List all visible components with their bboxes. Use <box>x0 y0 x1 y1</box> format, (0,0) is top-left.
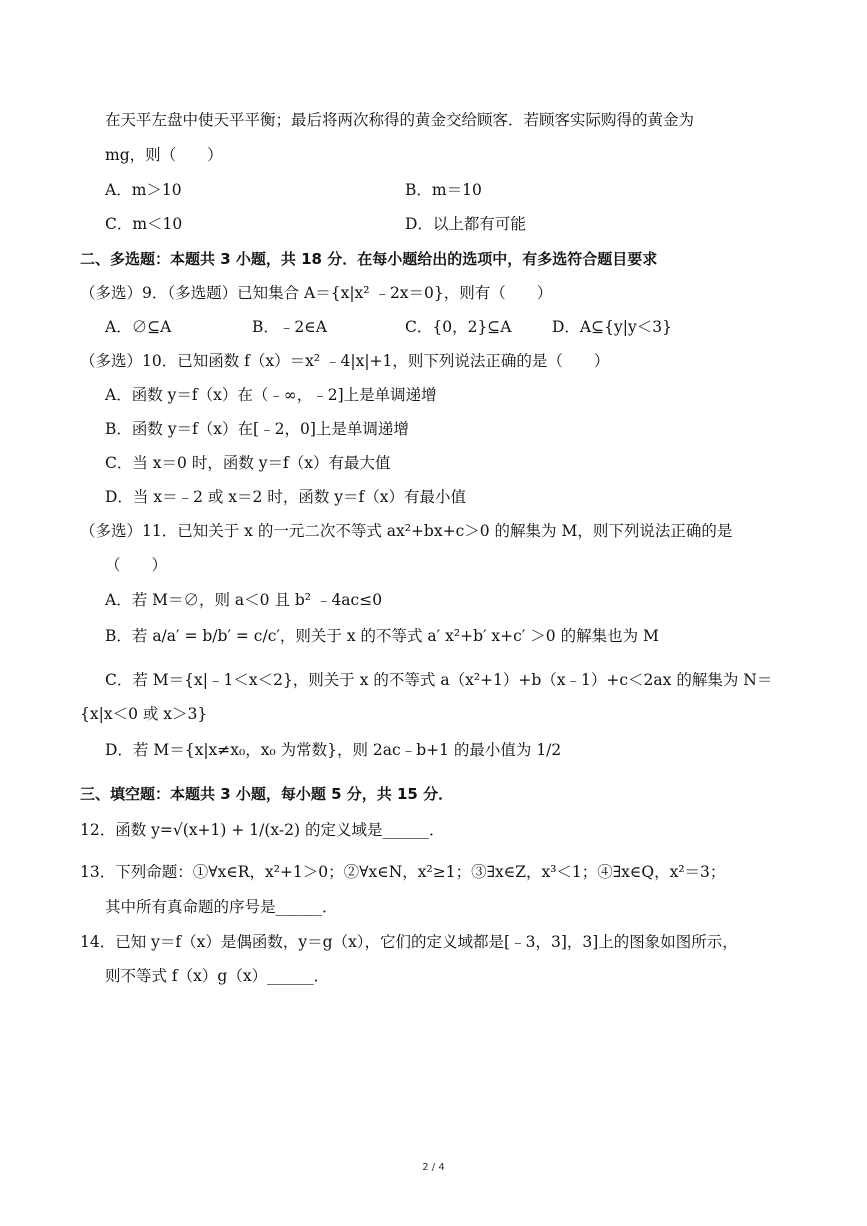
option-b: B．﹣2∈A <box>252 318 327 336</box>
question-11: （多选）11．已知关于 x 的一元二次不等式 ax²+bx+c＞0 的解集为 M，则下列说法正确的是 <box>80 522 733 540</box>
option-c: C．m＜10 <box>105 215 183 233</box>
option-c: C．{0，2}⊆A <box>405 318 512 336</box>
page-number: 2 / 4 <box>422 1162 445 1173</box>
question-14-continued: 则不等式 f（x）g（x）______． <box>105 967 330 985</box>
question-9: （多选）9．（多选题）已知集合 A＝{x|x² ﹣2x＝0}，则有（ ） <box>80 284 553 302</box>
section-heading: 三、填空题：本题共 3 小题，每小题 5 分，共 15 分． <box>80 785 454 803</box>
option-b: B．若 a/a′ = b/b′ = c/c′，则关于 x 的不等式 a′ x²+b′ x+c′ ＞0 的解集也为 M <box>105 627 659 645</box>
question-10: （多选）10．已知函数 f（x）＝x² ﹣4|x|+1，则下列说法正确的是（ ） <box>80 352 610 370</box>
option-c: C．当 x＝0 时，函数 y＝f（x）有最大值 <box>105 454 391 472</box>
section-heading: 二、多选题：本题共 3 小题，共 18 分．在每小题给出的选项中，有多选符合题目要求 <box>80 250 658 268</box>
question-12: 12．函数 y=√(x+1) + 1/(x-2) 的定义域是______． <box>80 821 445 839</box>
answer-paren: （ ） <box>105 556 168 574</box>
option-c-continued: {x|x＜0 或 x＞3} <box>80 705 208 723</box>
option-d: D．若 M＝{x|x≠x₀，x₀ 为常数}，则 2ac﹣b+1 的最小值为 1/2 <box>105 741 562 759</box>
question-13: 13．下列命题：①∀x∈R，x²+1＞0；②∀x∈N，x²≥1；③∃x∈Z，x³＜1；④∃x∈Q，x²＝3； <box>80 863 726 881</box>
option-c: C．若 M＝{x|﹣1＜x＜2}，则关于 x 的不等式 a（x²+1）+b（x﹣1）+c＜2ax 的解集为 N＝ <box>105 671 773 689</box>
option-d: D．以上都有可能 <box>405 215 526 233</box>
text-line: mg，则（ ） <box>105 146 223 164</box>
option-a: A．∅⊆A <box>105 318 172 336</box>
option-d: D．当 x＝﹣2 或 x＝2 时，函数 y＝f（x）有最小值 <box>105 488 467 506</box>
option-a: A．m＞10 <box>105 181 182 199</box>
option-a: A．函数 y＝f（x）在（﹣∞，﹣2]上是单调递增 <box>105 386 437 404</box>
option-a: A．若 M＝∅，则 a＜0 且 b² ﹣4ac≤0 <box>105 591 383 609</box>
option-b: B．m＝10 <box>405 181 482 199</box>
question-14: 14．已知 y＝f（x）是偶函数，y＝g（x），它们的定义域都是[﹣3，3]，3]上的图象如图所示， <box>80 933 738 951</box>
option-b: B．函数 y＝f（x）在[﹣2，0]上是单调递增 <box>105 420 409 438</box>
question-13-continued: 其中所有真命题的序号是______． <box>105 898 338 916</box>
option-d: D．A⊆{y|y＜3} <box>552 318 672 336</box>
text-line: 在天平左盘中使天平平衡；最后将两次称得的黄金交给顾客．若顾客实际购得的黄金为 <box>105 111 695 129</box>
